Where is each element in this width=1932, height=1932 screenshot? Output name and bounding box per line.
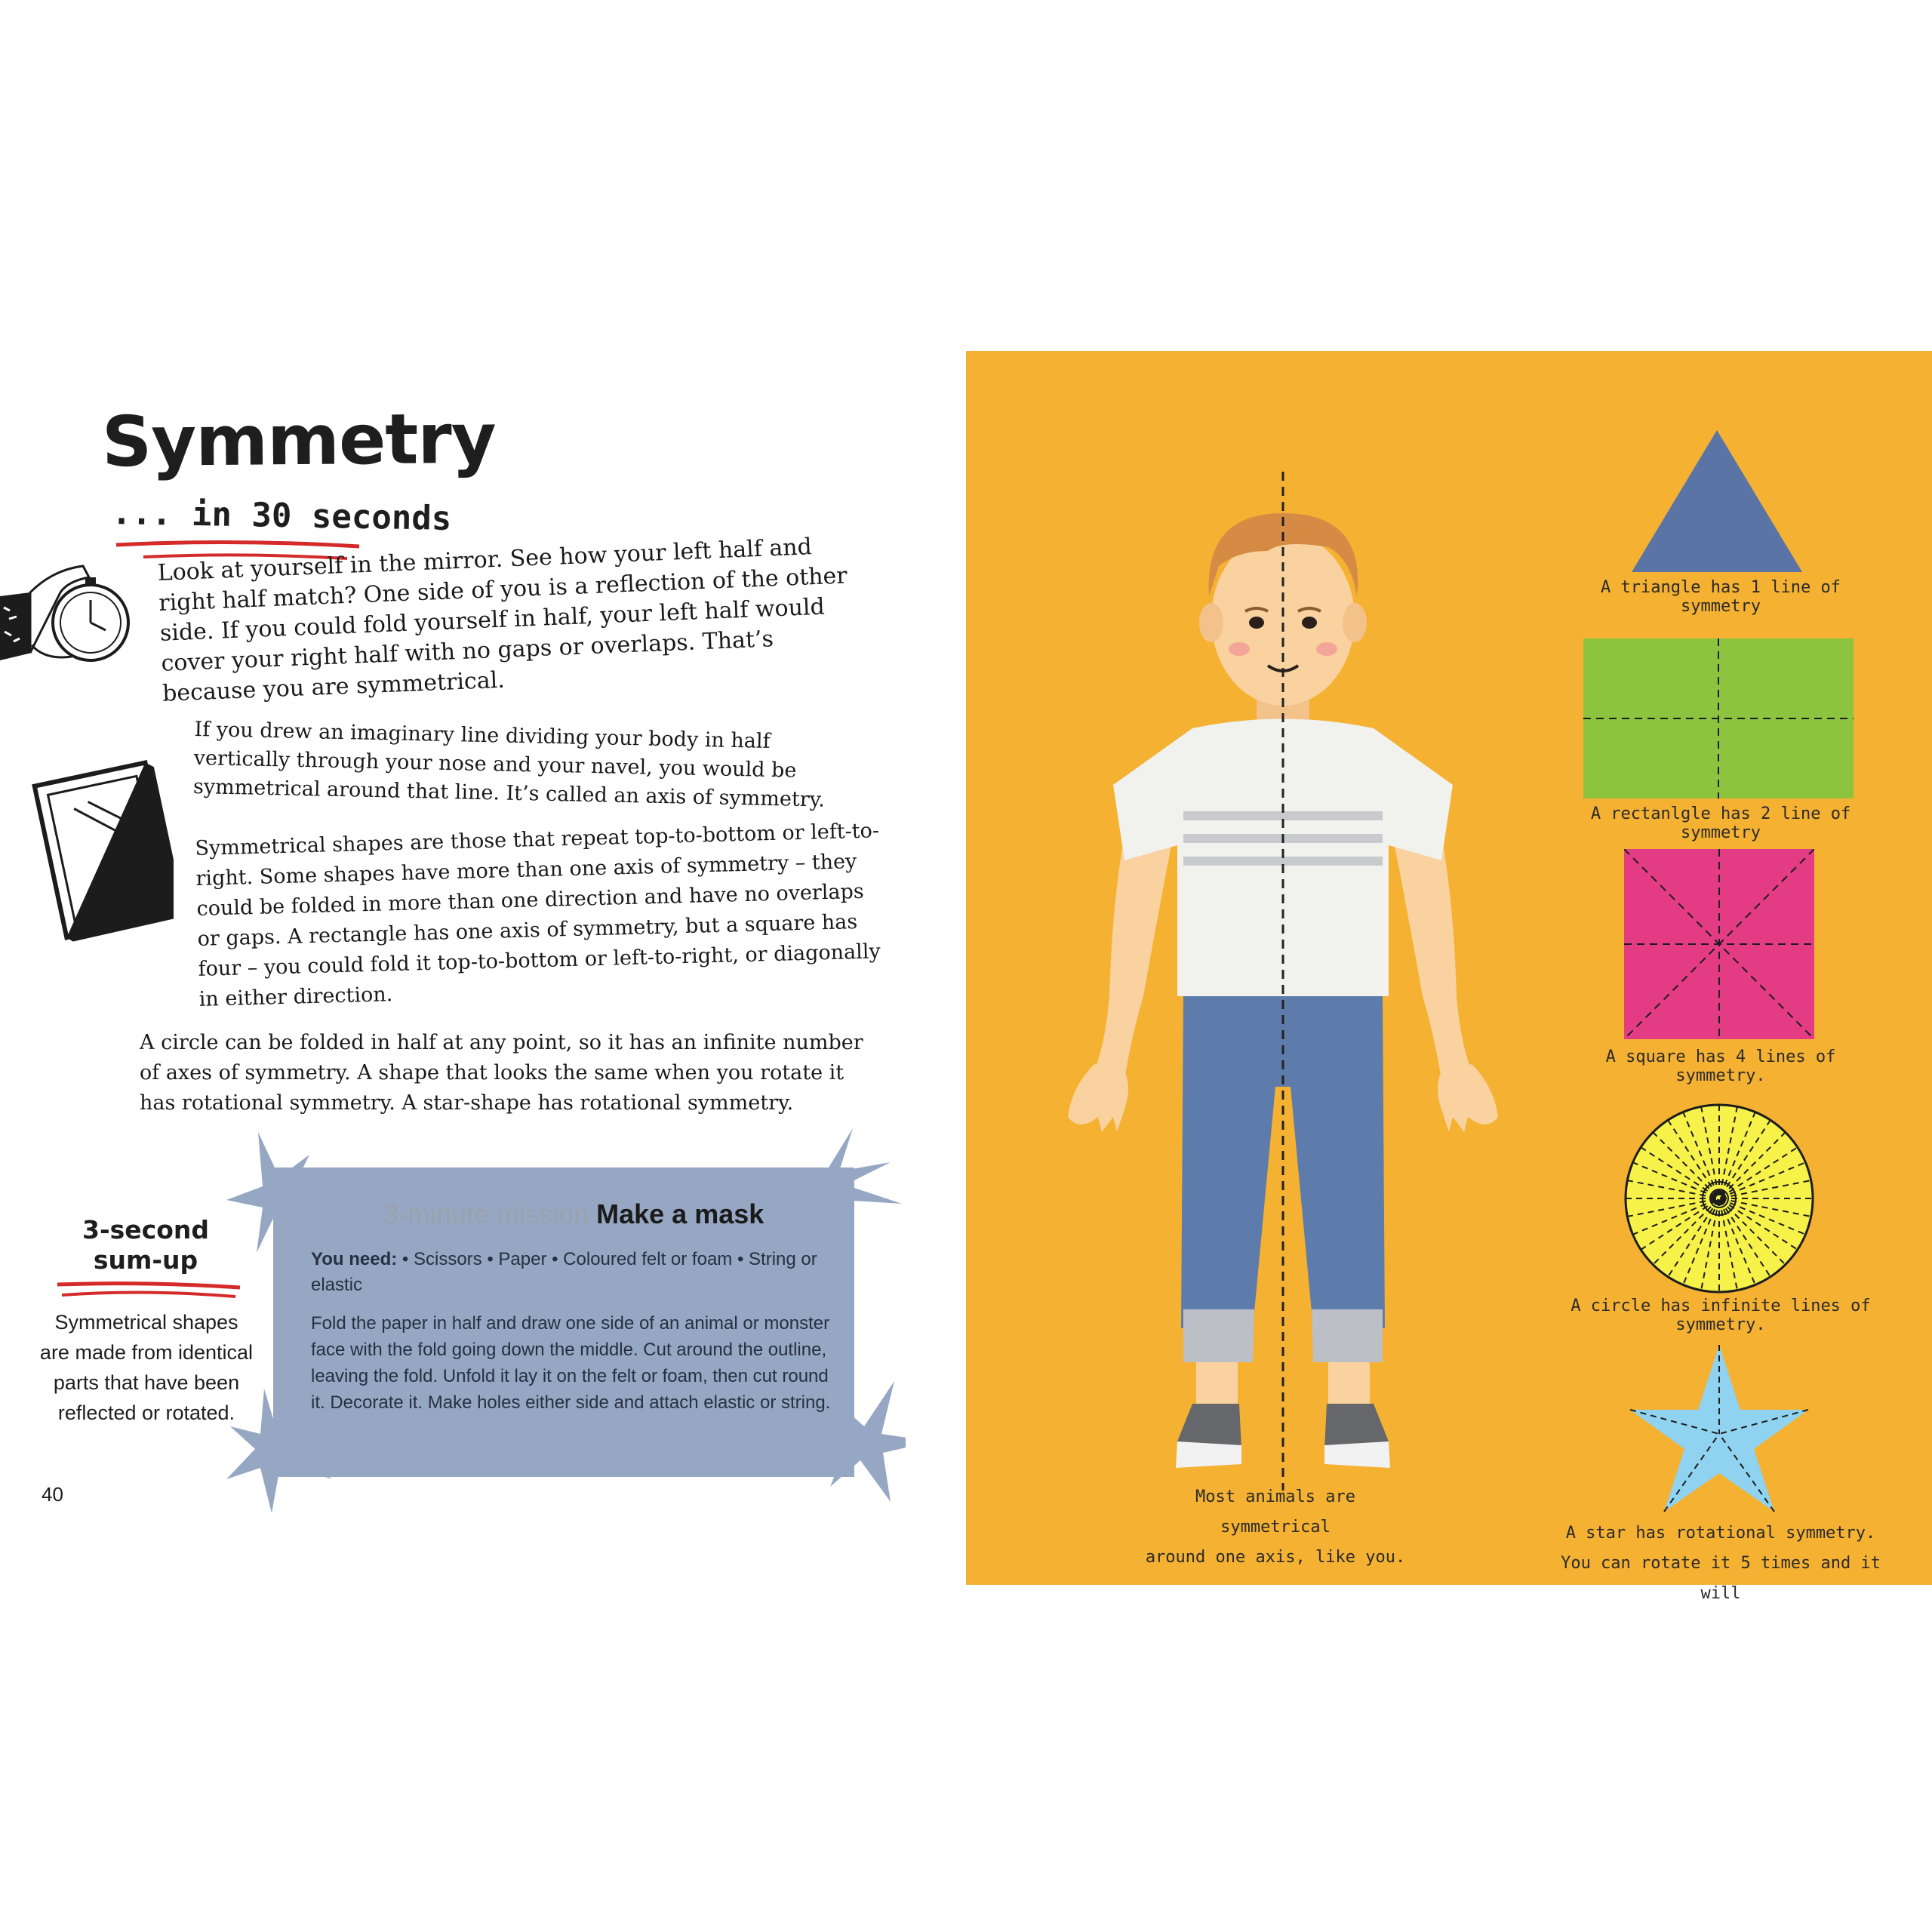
sumup-title: 3-second sum-up [82, 1215, 210, 1275]
mirror-icon [30, 758, 174, 943]
star-caption: A star has rotational symmetry. You can rotate it 5 times and it will [1561, 1524, 1881, 1603]
mission-instructions: Fold the paper in half and draw one side of an animal or monster face with the fold going down the middle. Cut around the outline, leaving the fold. Unfold it lay it on the felt or foam, then cut round it. Decorate it. Make holes either side and attach elastic or string. [311, 1313, 831, 1413]
mission-title: Make a mask [596, 1198, 764, 1229]
need-label: You need: [311, 1249, 398, 1269]
shapes-paragraph: Symmetrical shapes are those that repeat top-to-bottom or left-to-right. Some shapes have more than one axis of symmetry – they could be folded in more than one direction and have no overlaps or gaps. A rectangle has one axis of symmetry, but a square has four – you could fold it top-to-bottom or left-to-right, or diagonally in either direction. [195, 819, 881, 1011]
sumup-text: Symmetrical shapes are made from identical parts that have been reflected or rotated. [39, 1311, 254, 1424]
rectangle-shape [1583, 638, 1854, 798]
mission-need [311, 1247, 824, 1298]
mission-label: 3-minute mission [383, 1198, 589, 1229]
boy-caption: Most animals are symmetrical around one axis, like you. [1145, 1487, 1406, 1567]
stopwatch-hand-icon [0, 562, 140, 672]
page-number: 40 [42, 1483, 63, 1506]
boy-illustration [1041, 468, 1524, 1494]
circle-caption: A circle has infinite lines of symmetry. [1571, 1297, 1871, 1334]
triangle-caption: A triangle has 1 line of symmetry [1601, 578, 1841, 616]
axis-paragraph: If you drew an imaginary line dividing your body in half vertically through your nose and your navel, you would be symmetrical around that line. It’s called an axis of symmetry. [192, 717, 826, 812]
circle-paragraph: A circle can be folded in half at any point, so it has an infinite number of axes of symmetry. A shape that looks the same when you rotate it has rotational symmetry. A star-shape has rotational symmetry. [140, 1031, 863, 1115]
square-shape [1624, 849, 1814, 1039]
triangle-shape [1630, 429, 1804, 574]
page-title: Symmetry [101, 398, 497, 483]
star-shape [1627, 1343, 1811, 1513]
square-caption: A square has 4 lines of symmetry. [1605, 1048, 1836, 1085]
sumup-underline [54, 1277, 243, 1307]
circle-shape [1623, 1102, 1816, 1295]
mission-heading [383, 1198, 764, 1230]
rectangle-caption: A rectanlgle has 2 line of symmetry [1590, 804, 1851, 842]
need-items: • Scissors • Paper • Coloured felt or foam • String or elastic [311, 1249, 817, 1295]
page-subtitle: ... in 30 seconds [111, 494, 452, 538]
intro-paragraph: Look at yourself in the mirror. See how your left half and right half match? One side of you is a reflection of the other side. If you could fold yourself in half, your left half would cover your right half with no gaps or overlaps. That’s because you are symmetrical. [157, 534, 848, 707]
